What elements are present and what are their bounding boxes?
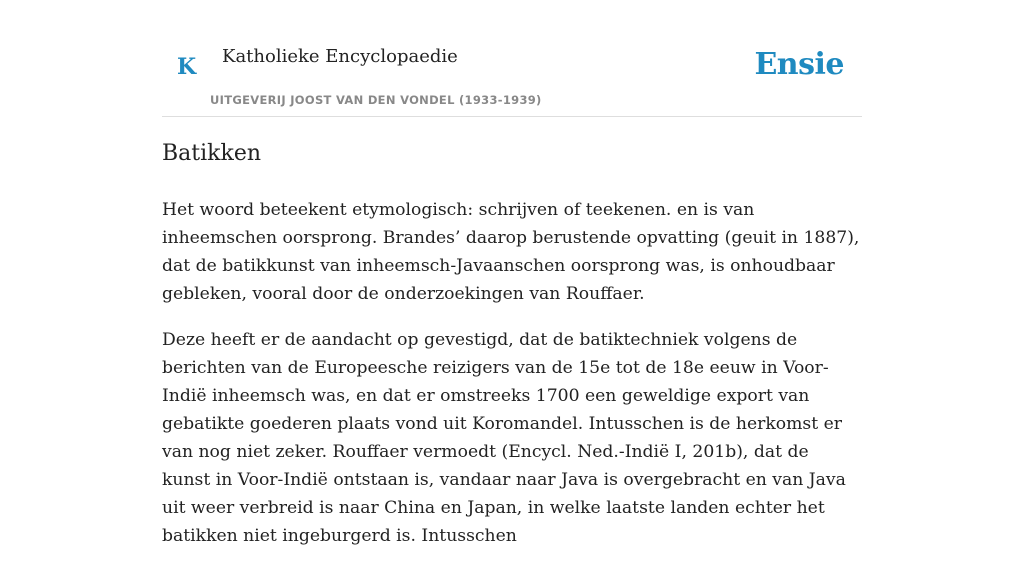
article-title: Batikken: [162, 141, 262, 166]
site-header: [162, 0, 862, 117]
publication-title[interactable]: Katholieke Encyclopaedie: [222, 46, 458, 67]
encyclopedia-logo-icon[interactable]: K: [177, 54, 197, 80]
article: [162, 138, 862, 568]
publisher-label: UITGEVERIJ JOOST VAN DEN VONDEL (1933-1939): [210, 93, 542, 107]
article-paragraph: Het woord beteekent etymologisch: schrijven of teekenen. en is van inheemschen oorsprong. Brandes’ daarop berustende opvatting (geuit in 1887), dat de batikkunst van inheemsch-Javaanschen oorsprong was, is onhoudbaar gebleken, vooral door de onderzoekingen van Rouffaer.: [162, 200, 860, 304]
article-paragraph: Deze heeft er de aandacht op gevestigd, dat de batiktechniek volgens de berichten van de Europeesche reizigers van de 15e tot de 18e eeuw in Voor-Indië inheemsch was, en dat er omstreeks 1700 een geweldige export van gebatikte goederen plaats vond uit Koromandel. Intusschen is de herkomst er van nog niet zeker. Rouffaer vermoedt (Encycl. Ned.-Indië I, 201b), dat de kunst in Voor-Indië ontstaan is, vandaar naar Java is overgebracht en van Java uit weer verbreid is naar China en Japan, in welke laatste landen echter het batikken niet ingeburgerd is. Intusschen: [162, 330, 846, 546]
ensie-logo[interactable]: Ensie: [754, 47, 844, 82]
